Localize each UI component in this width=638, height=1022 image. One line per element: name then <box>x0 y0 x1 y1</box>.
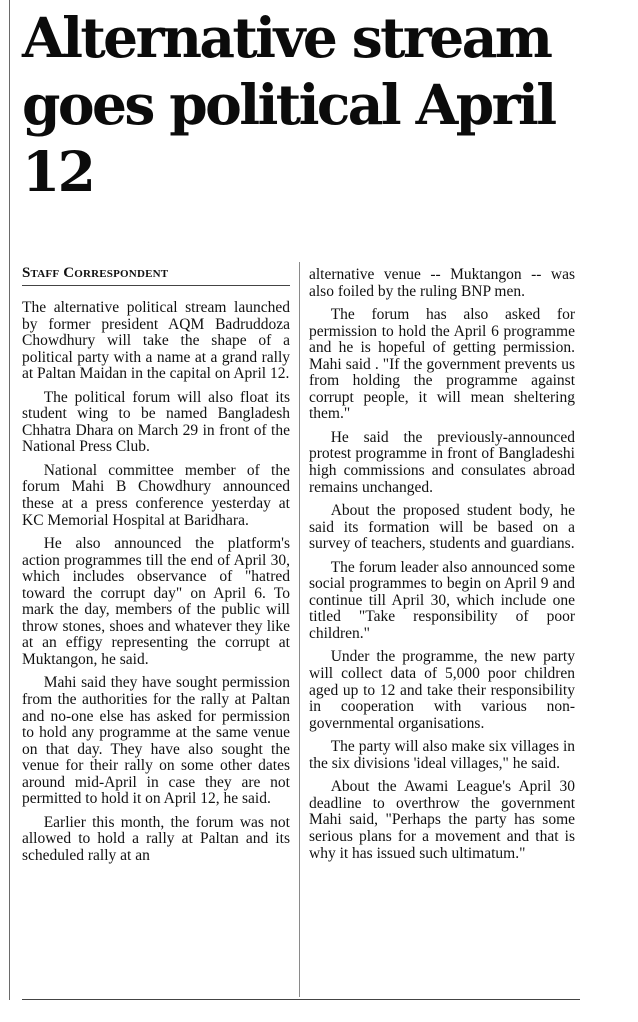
paragraph: The party will also make six villages in the six divisions 'ideal villages," he said. <box>309 738 575 772</box>
paragraph: He also announced the platform's action programmes till the end of April 30, which includes observance of "hatred toward the corrupt day" on April 6. To mark the day, members of the public will throw stones, shoes and whatever they like at an effigy representing the corrupt at Muktangon, he said. <box>22 535 290 668</box>
paragraph: Mahi said they have sought permission from the authorities for the rally at Paltan and no-one else has asked for permission to hold any programme at the same venue on that day. They have also sought the venue for their rally on some other dates around mid-April in case they are not permitted to hold it on April 12, he said. <box>22 674 290 808</box>
paragraph: National committee member of the forum Mahi B Chowdhury announced these at a press conference yesterday at KC Memorial Hospital at Baridhara. <box>22 461 290 529</box>
bottom-rule <box>22 999 580 1000</box>
left-column <box>22 300 290 872</box>
headline: Alternative stream goes political April 12 <box>22 5 555 204</box>
paragraph: Under the programme, the new party will collect data of 5,000 poor children aged up to 12 and take their responsibility in cooperation with various non-governmental organisations. <box>309 648 575 732</box>
paragraph: About the Awami League's April 30 deadline to overthrow the government Mahi said, "Perhaps the party has some serious plans for a movement and that is why it has issued such ultimatum." <box>309 778 575 862</box>
column-divider <box>299 262 300 997</box>
paragraph: The forum has also asked for permission to hold the April 6 programme and he is hopeful of getting permission. Mahi said . "If the government prevents us from holding the programme against corrupt people, it will mean sheltering them." <box>309 306 575 423</box>
byline: Staff Correspondent <box>22 265 290 286</box>
paragraph: The forum leader also announced some social programmes to begin on April 9 and continue till April 30, which include one titled "Take responsibility of poor children." <box>309 558 575 642</box>
left-margin-rule <box>9 0 10 1000</box>
paragraph: alternative venue -- Muktangon -- was also foiled by the ruling BNP men. <box>309 266 575 300</box>
right-column <box>309 267 575 869</box>
paragraph: He said the previously-announced protest programme in front of Bangladeshi high commissions and consulates abroad remains unchanged. <box>309 428 575 496</box>
paragraph: Earlier this month, the forum was not allowed to hold a rally at Paltan and its scheduled rally at an <box>22 813 290 864</box>
paragraph: The alternative political stream launched by former president AQM Badruddoza Chowdhury will take the shape of a political party with a name at a grand rally at Paltan Maidan in the capital on April 12. <box>22 299 290 383</box>
paragraph: The political forum will also float its student wing to be named Bangladesh Chhatra Dhara on March 29 in front of the National Press Club. <box>22 388 290 456</box>
paragraph: About the proposed student body, he said its formation will be based on a survey of teachers, students and guardians. <box>309 502 575 553</box>
